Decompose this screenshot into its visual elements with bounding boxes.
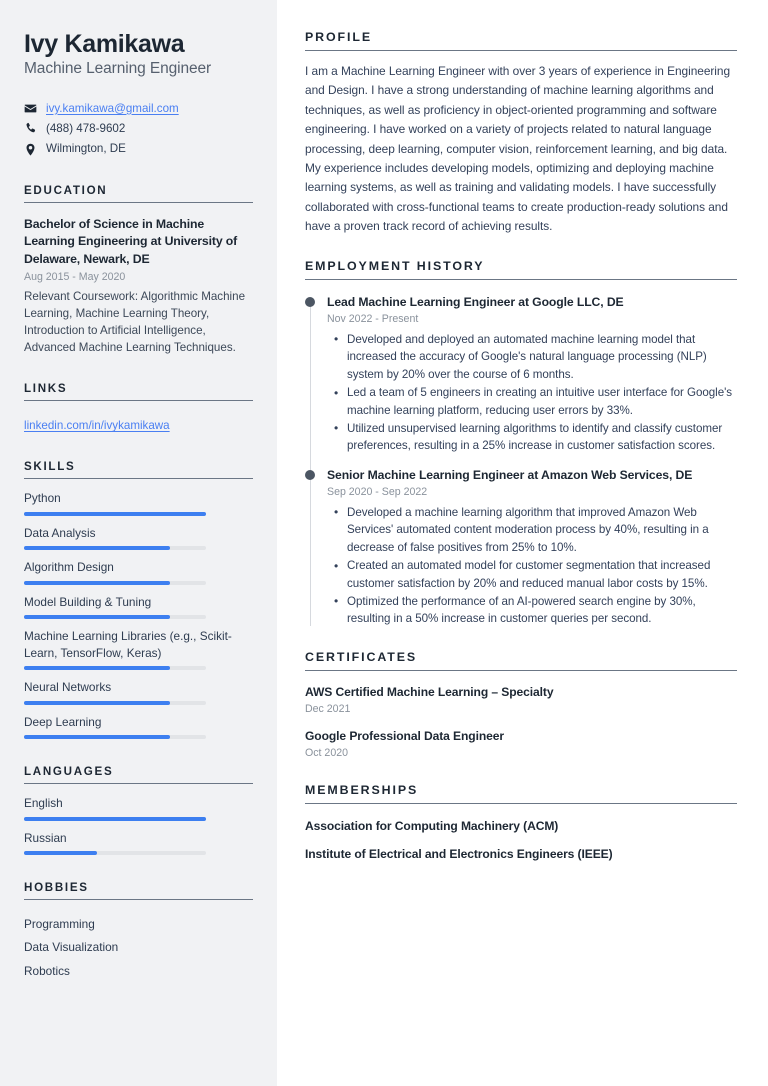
skill-level-fill xyxy=(24,546,170,550)
skill-level-fill xyxy=(24,512,206,516)
skill-label: Machine Learning Libraries (e.g., Scikit-Learn, TensorFlow, Keras) xyxy=(24,629,232,660)
hobby-item: Robotics xyxy=(24,963,70,978)
language-label: English xyxy=(24,796,63,811)
skill-level-track xyxy=(24,512,206,516)
certificate-entry xyxy=(305,728,737,761)
section-employment xyxy=(305,259,737,628)
skill-label: Neural Networks xyxy=(24,680,112,695)
language-label: Russian xyxy=(24,830,67,845)
job-bullet: • Utilized unsupervised learning algorithms to identify and classify customer preferences, resulting in a 25% increase in customer satisfaction scores. xyxy=(327,420,737,455)
skill-level-track xyxy=(24,615,206,619)
skill-label: Python xyxy=(24,491,61,506)
location-text: Wilmington, DE xyxy=(46,142,126,156)
hobby-item: Data Visualization xyxy=(24,940,119,955)
language-level-fill xyxy=(24,851,97,855)
section-certificates xyxy=(305,650,737,761)
job-title: Machine Learning Engineer xyxy=(24,60,212,77)
job-bullets xyxy=(327,331,737,455)
profile-heading: PROFILE xyxy=(305,30,737,51)
certificates-heading: CERTIFICATES xyxy=(305,650,737,671)
certificate-entry xyxy=(305,684,737,717)
skill-level-track xyxy=(24,701,206,705)
contact-row-email xyxy=(24,100,253,117)
job-bullet: • Developed and deployed an automated machine learning model that increased the accuracy of Google's natural language processing (NLP) system by 20% over the course of 6 months. xyxy=(327,331,737,383)
language-level-track xyxy=(24,851,206,855)
job-bullet: • Developed a machine learning algorithm that improved Amazon Web Services' automated content moderation process by 40%, resulting in a decrease of false positives from 25% to 10%. xyxy=(327,504,737,556)
location-pin-icon xyxy=(24,143,37,156)
skill-level-fill xyxy=(24,701,170,705)
links-heading: LINKS xyxy=(24,382,253,401)
skill-label: Algorithm Design xyxy=(24,560,114,575)
language-level-track xyxy=(24,817,206,821)
languages-heading: LANGUAGES xyxy=(24,765,253,784)
envelope-icon xyxy=(24,102,37,115)
job-bullets xyxy=(327,504,737,628)
education-entry xyxy=(24,216,253,356)
job-date: Nov 2022 - Present xyxy=(327,313,419,326)
links-list xyxy=(24,416,253,434)
language-level-fill xyxy=(24,817,206,821)
skill-item xyxy=(24,679,253,705)
hobby-item: Programming xyxy=(24,917,95,932)
sidebar xyxy=(0,0,277,1086)
skill-item xyxy=(24,714,253,740)
skill-item xyxy=(24,490,253,516)
section-memberships xyxy=(305,783,737,863)
email-link[interactable]: ivy.kamikawa@gmail.com xyxy=(46,101,179,115)
skills-heading: SKILLS xyxy=(24,460,253,479)
job-entry xyxy=(327,467,737,628)
profile-text: I am a Machine Learning Engineer with over 3 years of experience in Engineering and Design. I have a strong understanding of machine learning algorithms and techniques, as well as proficiency in object-oriented programming and software engineering. I have worked on a variety of projects related to natural language processing, deep learning, computer vision, reinforcement learning, and big data. My experience includes developing models, optimizing and deploying machine learning systems, as well as training and validating models. I have successfully collaborated with cross-functional teams to create production-ready solutions and have a proven track record of achieving results. xyxy=(305,64,731,234)
job-role: Senior Machine Learning Engineer at Amazon Web Services, DE xyxy=(327,467,693,482)
phone-text: (488) 478-9602 xyxy=(46,121,126,135)
section-languages xyxy=(24,765,253,855)
section-education xyxy=(24,184,253,356)
skill-level-track xyxy=(24,666,206,670)
education-description: Relevant Coursework: Algorithmic Machine Learning, Machine Learning Theory, Introduction to Artificial Intelligence, Advanced Machine Learning Techniques. xyxy=(24,289,246,355)
job-date: Sep 2020 - Sep 2022 xyxy=(327,486,428,499)
job-bullet: • Led a team of 5 engineers in creating an intuitive user interface for Google's machine learning platform, reducing user errors by 33%. xyxy=(327,384,737,419)
hobbies-heading: HOBBIES xyxy=(24,881,253,900)
education-degree: Bachelor of Science in Machine Learning Engineering at University of Delaware, Newark, DE xyxy=(24,216,238,266)
linkedin-link[interactable]: linkedin.com/in/ivykamikawa xyxy=(24,419,170,433)
certificate-title: Google Professional Data Engineer xyxy=(305,728,504,743)
hobbies-list xyxy=(24,913,253,983)
languages-list xyxy=(24,795,253,855)
skill-level-track xyxy=(24,546,206,550)
section-skills xyxy=(24,460,253,739)
skill-item xyxy=(24,594,253,620)
skill-level-track xyxy=(24,581,206,585)
contact-list xyxy=(24,100,253,158)
section-links xyxy=(24,382,253,434)
memberships-heading: MEMBERSHIPS xyxy=(305,783,737,804)
phone-icon xyxy=(24,122,37,135)
skill-item xyxy=(24,525,253,551)
skill-level-fill xyxy=(24,581,170,585)
full-name: Ivy Kamikawa xyxy=(24,30,185,58)
timeline-dot-icon xyxy=(305,470,315,480)
education-date: Aug 2015 - May 2020 xyxy=(24,271,126,284)
certificate-date: Dec 2021 xyxy=(305,703,351,716)
membership-item: Association for Computing Machinery (ACM) xyxy=(305,819,559,833)
skill-item xyxy=(24,628,253,670)
identity-block xyxy=(24,30,253,79)
skill-level-track xyxy=(24,735,206,739)
skill-item xyxy=(24,559,253,585)
skill-label: Deep Learning xyxy=(24,714,102,729)
skills-list xyxy=(24,490,253,739)
certificates-list xyxy=(305,684,737,761)
section-profile xyxy=(305,30,737,237)
language-item xyxy=(24,795,253,821)
skill-label: Data Analysis xyxy=(24,525,96,540)
job-entry xyxy=(327,294,737,455)
job-role: Lead Machine Learning Engineer at Google LLC, DE xyxy=(327,294,624,309)
skill-level-fill xyxy=(24,615,170,619)
certificate-date: Oct 2020 xyxy=(305,747,348,760)
skill-level-fill xyxy=(24,735,170,739)
section-hobbies xyxy=(24,881,253,983)
skill-label: Model Building & Tuning xyxy=(24,594,152,609)
skill-level-fill xyxy=(24,666,170,670)
job-bullet: • Optimized the performance of an AI-powered search engine by 30%, resulting in a 50% increase in customer queries per second. xyxy=(327,593,737,628)
employment-timeline xyxy=(305,294,737,628)
timeline-dot-icon xyxy=(305,297,315,307)
main-content xyxy=(277,0,768,1086)
education-heading: EDUCATION xyxy=(24,184,253,203)
memberships-list xyxy=(305,818,737,863)
language-item xyxy=(24,830,253,856)
job-bullet: • Created an automated model for customer segmentation that increased customer satisfaction by 20% and reduced manual labor costs by 15%. xyxy=(327,557,737,592)
certificate-title: AWS Certified Machine Learning – Specialty xyxy=(305,684,554,699)
contact-row-location xyxy=(24,140,253,157)
membership-item: Institute of Electrical and Electronics Engineers (IEEE) xyxy=(305,847,613,862)
employment-heading: EMPLOYMENT HISTORY xyxy=(305,259,737,280)
contact-row-phone xyxy=(24,120,253,137)
